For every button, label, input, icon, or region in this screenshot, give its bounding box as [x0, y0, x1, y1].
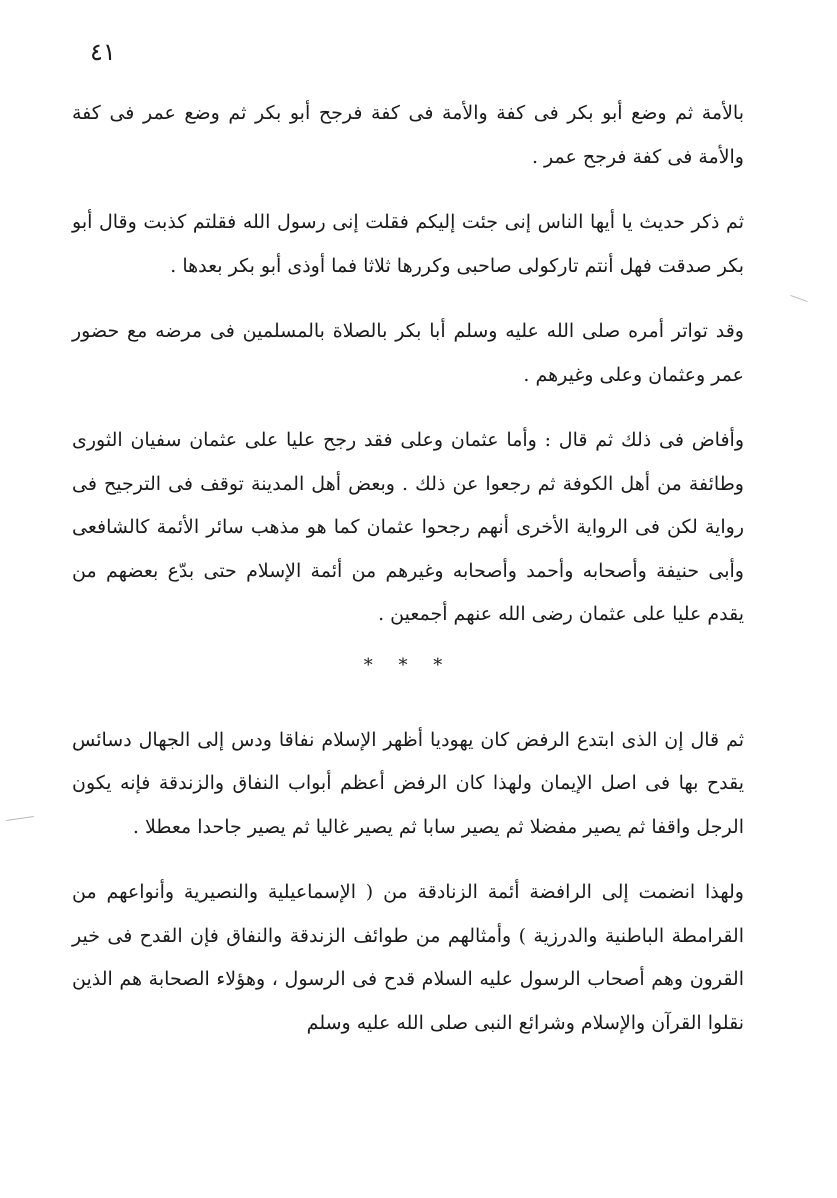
margin-mark [6, 816, 34, 821]
section-separator: * * * [363, 654, 453, 676]
paragraph: ثم قال إن الذى ابتدع الرفض كان يهوديا أظهر الإسلام نفاقا ودس إلى الجهال دسائس يقدح بها فى اصل الإيمان ولهذا كان الرفض أعظم أبواب النفاق والزندقة فإنه يكون الرجل واقفا ثم يصير مفضلا ثم يصير سابا ثم يصير غاليا ثم يصير جاحدا معطلا . [72, 728, 744, 838]
paragraph: ثم ذكر حديث يا أيها الناس إنى جئت إليكم فقلت إنى رسول الله فقلتم كذبت وقال أبو بكر صدقت فهل أنتم تاركولى صاحبى وكررها ثلاثا فما أوذى أبو بكر بعدها . [72, 211, 744, 277]
page-number: ٤١ [90, 38, 116, 66]
paragraph: وأفاض فى ذلك ثم قال : وأما عثمان وعلى فقد رجح عليا على عثمان سفيان الثورى وطائفة من أهل الكوفة ثم رجعوا عن ذلك . وبعض أهل المدينة توقف فى الترجيح فى رواية لكن فى الرواية الأخرى أنهم رجحوا عثمان كما هو مذهب سائر الأئمة كالشافعى وأبى حنيفة وأصحابه وأحمد وأصحابه وغيرهم من أئمة الإسلام حتى بدّع بعضهم من يقدم عليا على عثمان رضى الله عنهم أجمعين . [72, 429, 744, 625]
paragraph: وقد تواتر أمره صلى الله عليه وسلم أبا بكر بالصلاة بالمسلمين فى مرضه مع حضور عمر وعثمان وعلى وغيرهم . [72, 320, 744, 386]
paragraph: بالأمة ثم وضع أبو بكر فى كفة والأمة فى كفة فرجح أبو بكر ثم وضع عمر فى كفة والأمة فى كفة فرجح عمر . [72, 102, 744, 168]
page-body [72, 92, 744, 1067]
margin-mark [790, 295, 807, 302]
paragraph: ولهذا انضمت إلى الرافضة أئمة الزنادقة من ( الإسماعيلية والنصيرية وأنواعهم من القرامطة الباطنية والدرزية ) وأمثالهم من طوائف الزندقة والنفاق فإن القدح فى خير القرون وهم أصحاب الرسول عليه السلام قدح فى الرسول ، وهؤلاء الصحابة هم الذين نقلوا القرآن والإسلام وشرائع النبى صلى الله عليه وسلم [72, 881, 744, 1034]
